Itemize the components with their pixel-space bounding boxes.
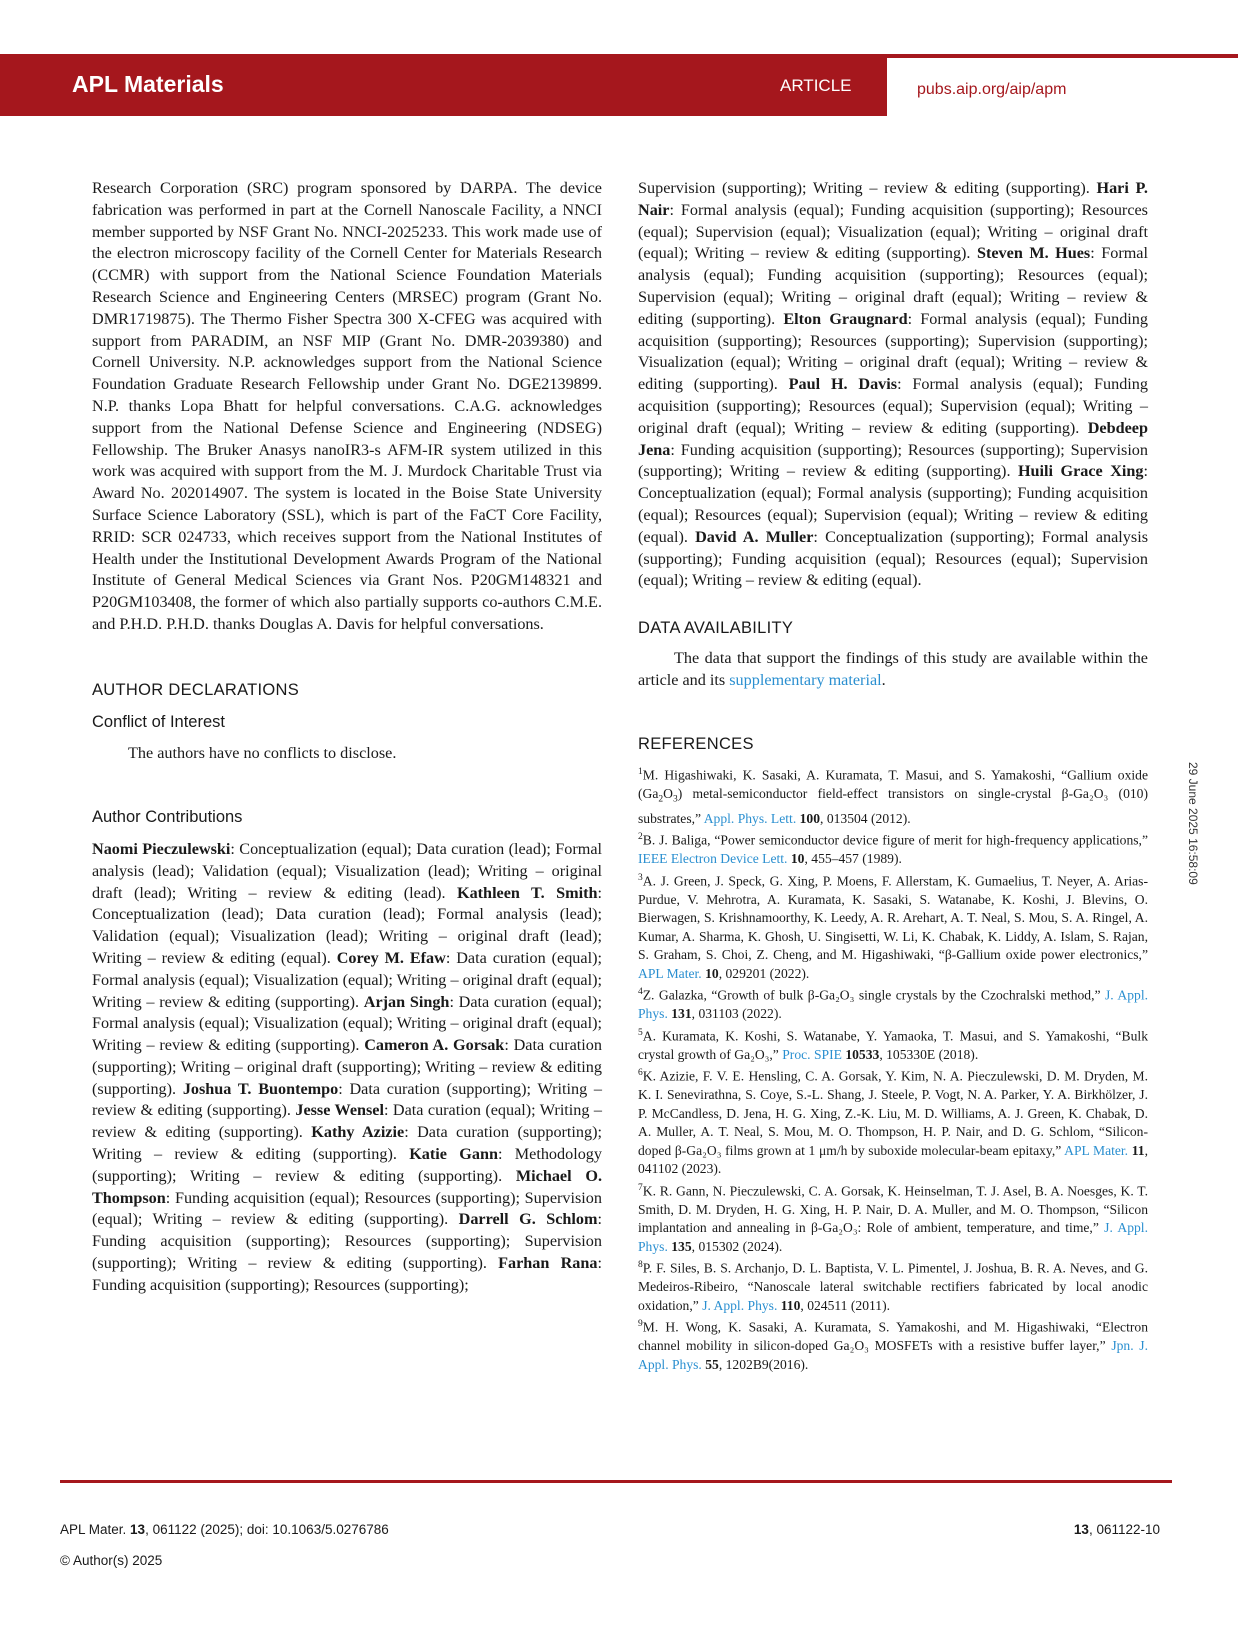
contributor-roles: : Conceptualization (supporting); Formal analysis (supporting); Funding acquisition (equal); Resources (equal); Supervision (equal); Writing – review & editing (equal). <box>638 527 1148 590</box>
contributor-name: Arjan Singh <box>363 992 450 1011</box>
reference-journal-link[interactable]: J. Appl. Phys. <box>638 987 1148 1022</box>
footer-copyright: © Author(s) 2025 <box>60 1553 163 1568</box>
contributor-name: Michael O. Thompson <box>92 1166 602 1207</box>
download-timestamp: 29 June 2025 16:58:09 <box>1186 762 1200 885</box>
contributor-roles: : Formal analysis (equal); Funding acquisition (supporting); Resources (supporting); Supervision (supporting); Visualization (equal); Writing – original draft (equal); Writing – review & editing (supporting). <box>638 309 1148 394</box>
contributor-name: Steven M. Hues <box>976 244 1091 263</box>
contributor-name: Cameron A. Gorsak <box>364 1036 505 1055</box>
contributor-name: Darrell G. Schlom <box>458 1210 598 1229</box>
contributions-text <box>92 839 602 1297</box>
contributor-roles: : Data curation (supporting); Writing – original draft (supporting); Writing – review & editing (supporting). <box>92 1036 602 1098</box>
article-type-label: ARTICLE <box>780 76 852 95</box>
contributor-roles: : Conceptualization (lead); Data curation (lead); Formal analysis (lead); Validation (equal); Visualization (lead); Writing – original draft (lead); Writing – review & editing (equal). <box>92 883 602 967</box>
contributor-name: Debdeep Jena <box>638 418 1148 459</box>
references-heading: REFERENCES <box>638 734 754 753</box>
left-column <box>92 178 602 1297</box>
contributor-name: Katie Gann <box>409 1145 498 1164</box>
footer-page-number: 13, 061122-10 <box>1073 1522 1160 1537</box>
reference-item: $^7$K. R. Gann, N. Pieczulewski, C. A. Gorsak, K. Heinselman, T. J. Asel, B. A. Noesges, K. T. Smith, D. M. Dryden, H. G. Xing, H. P. Nair, D. A. Muller, and M. O. Thompson, “Silicon implantation and annealing in β-Ga₂O₃: Role of ambient, temperature, and time,” J. Appl. Phys. 135, 015302 (2024). <box>638 1182 1148 1254</box>
reference-journal-link[interactable]: APL Mater. <box>638 965 702 981</box>
conflict-text: The authors have no conflicts to disclose. <box>128 744 397 763</box>
reference-item: $^1$M. Higashiwaki, K. Sasaki, A. Kuramata, T. Masui, and S. Yamakoshi, “Gallium oxide $(Ga_2O_3)$ metal-semiconductor field-effect transistors on single-crystal β-Ga₂O₃ (010) substrates,” Appl. Phys. Lett. 100, 013504 (2012). <box>638 767 1148 826</box>
reference-journal-link[interactable]: IEEE Electron Device Lett. <box>638 851 788 867</box>
contributor-roles: : Formal analysis (equal); Funding acquisition (supporting); Resources (equal); Supervision (equal); Writing – original draft (equal); Writing – review & editing (supporting). <box>638 244 1148 328</box>
contributor-roles: : Funding acquisition (supporting); Resources (supporting); Supervision (supporting); Writing – review & editing (supporting). <box>92 1210 602 1273</box>
reference-item: $^3$A. J. Green, J. Speck, G. Xing, P. Moens, F. Allerstam, K. Gumaelius, T. Neyer, A. Arias-Purdue, V. Mehrotra, A. Kuramata, K. Sasaki, S. Watanabe, K. Koshi, J. Blevins, O. Bierwagen, S. Krishnamoorthy, K. Leedy, A. R. Arehart, A. T. Neal, S. Mou, S. A. Ringel, A. Kumar, A. Sharma, K. Ghosh, U. Singisetti, W. Li, K. Chabak, K. Liddy, A. Islam, S. Rajan, S. Graham, S. Choi, Z. Cheng, and M. Higashiwaki, “β-Gallium oxide power electronics,” APL Mater. 10, 029201 (2022). <box>638 872 1148 981</box>
data-availability-text: The data that support the findings of this study are available within the article and its supplementary material. <box>638 648 1148 689</box>
contributor-roles: : Formal analysis (equal); Funding acquisition (supporting); Resources (equal); Supervision (equal); Writing – original draft (equal); Writing – review & editing (supporting). <box>638 375 1148 437</box>
contributor-roles: : Funding acquisition (supporting); Resources (supporting); Supervision (supporting); Writing – review & editing (supporting). <box>638 440 1148 481</box>
contributor-name: Hari P. Nair <box>638 179 1148 219</box>
contributor-name: Corey M. Efaw <box>336 948 446 967</box>
reference-journal-link[interactable]: APL Mater. <box>1064 1142 1129 1158</box>
contributions-text-continued <box>638 178 1148 592</box>
contributions-heading: Author Contributions <box>92 808 243 827</box>
contributor-name: Elton Graugnard <box>783 309 908 328</box>
reference-journal-link[interactable]: Appl. Phys. Lett. <box>703 810 797 826</box>
contributor-roles: : Funding acquisition (equal); Resources (supporting); Supervision (equal); Writing – review & editing (supporting). <box>92 1188 602 1229</box>
contributor-roles: : Conceptualization (equal); Formal analysis (supporting); Funding acquisition (equal); Resources (equal); Supervision (equal); Writing – review & editing (equal). <box>638 462 1148 546</box>
contributor-name: Kathy Azizie <box>311 1123 405 1142</box>
author-declarations-heading: AUTHOR DECLARATIONS <box>92 680 300 699</box>
reference-item: $^5$A. Kuramata, K. Koshi, S. Watanabe, Y. Yamaoka, T. Masui, and S. Yamakoshi, “Bulk crystal growth of Ga₂O₃,” Proc. SPIE 10533, 105330E (2018). <box>638 1027 1148 1062</box>
reference-item: $^6$K. Azizie, F. V. E. Hensling, C. A. Gorsak, Y. Kim, N. A. Pieczulewski, D. M. Dryden, M. K. I. Senevirathna, S. Coye, S.-L. Shang, J. Steele, P. Vogt, N. A. Parker, Y. A. Birkhölzer, J. P. McCandless, D. Jena, H. G. Xing, Z.-K. Liu, M. D. Williams, A. J. Green, K. Chabak, D. A. Muller, A. T. Neal, S. Mou, M. O. Thompson, H. P. Nair, and D. G. Schlom, “Silicon-doped β-Ga₂O₃ films grown at 1 μm/h by suboxide molecular-beam epitaxy,” APL Mater. 11, 041102 (2023). <box>638 1068 1148 1177</box>
contributor-roles: : Formal analysis (equal); Funding acquisition (supporting); Resources (equal); Supervision (equal); Visualization (equal); Writing – original draft (equal); Writing – review & editing (supporting). <box>638 200 1148 263</box>
reference-journal-link[interactable]: Proc. SPIE <box>782 1046 842 1062</box>
conflict-heading: Conflict of Interest <box>92 712 225 731</box>
footer-rule <box>60 1480 1172 1483</box>
contributor-name: Paul H. Davis <box>788 375 898 394</box>
contributor-roles: : Data curation (equal); Writing – review & editing (supporting). <box>92 1101 603 1142</box>
acknowledgments-text: Research Corporation (SRC) program sponsored by DARPA. The device fabrication was performed in part at the Cornell Nanoscale Facility, a NNCI member supported by NSF Grant No. NNCI-2025233. This work made use of the electron microscopy facility of the Cornell Center for Materials Research (CCMR) with support from the National Science Foundation Materials Research Science and Engineering Centers (MRSEC) program (Grant No. DMR1719875). The Thermo Fisher Spectra 300 X-CFEG was acquired with support from PARADIM, an NSF MIP (Grant No. DMR-2039380) and Cornell University. N.P. acknowledges support from the National Science Foundation Graduate Research Fellowship under Grant No. DGE2139899. N.P. thanks Lopa Bhatt for helpful conversations. C.A.G. acknowledges support from the National Defense Science and Engineering (NDSEG) Fellowship. The Bruker Anasys nanoIR3-s AFM-IR system utilized in this work was acquired with support from the M. J. Murdock Charitable Trust via Award No. 202014907. The system is located in the Boise State University Surface Science Laboratory (SSL), which is part of the FaCT Core Facility, RRID: SCR 024733, which receives support from the National Institutes of Health under the Institutional Development Awards Program of the National Institute of General Medical Sciences via Grant Nos. P20GM148321 and P20GM103408, the former of which also partially supports co-authors C.M.E. and P.H.D. P.H.D. thanks Douglas A. Davis for helpful conversations. <box>92 179 602 633</box>
contributor-roles: Supervision (supporting); Writing – review & editing (supporting). <box>638 179 1097 197</box>
right-column <box>638 178 1148 1374</box>
contributor-roles: : Data curation (supporting); Writing – review & editing (supporting). <box>92 1123 602 1164</box>
reference-item: $^9$M. H. Wong, K. Sasaki, A. Kuramata, S. Yamakoshi, and M. Higashiwaki, “Electron channel mobility in silicon-doped Ga₂O₃ MOSFETs with a resistive buffer layer,” Jpn. J. Appl. Phys. 55, 1202B9(2016). <box>638 1319 1148 1372</box>
reference-journal-link[interactable]: J. Appl. Phys. <box>638 1220 1148 1254</box>
reference-journal-link[interactable]: Jpn. J. Appl. Phys. <box>638 1338 1148 1372</box>
reference-item: $^2$B. J. Baliga, “Power semiconductor device figure of merit for high-frequency applications,” IEEE Electron Device Lett. 10, 455–457 (1989). <box>638 832 1148 867</box>
contributor-roles: : Funding acquisition (supporting); Resources (supporting); <box>92 1254 602 1294</box>
contributor-roles: : Conceptualization (equal); Data curation (lead); Formal analysis (lead); Validation (equal); Visualization (lead); Writing – original draft (lead); Writing – review & editing (lead). <box>92 839 602 902</box>
contributor-name: Kathleen T. Smith <box>456 883 598 902</box>
data-availability-heading: DATA AVAILABILITY <box>638 619 794 638</box>
reference-item: $^4$Z. Galazka, “Growth of bulk β-Ga₂O₃ single crystals by the Czochralski method,” J. Appl. Phys. 131, 031103 (2022). <box>638 987 1148 1022</box>
journal-url-link[interactable]: pubs.aip.org/aip/apm <box>917 81 1067 98</box>
contributor-roles: : Data curation (equal); Formal analysis (equal); Visualization (equal); Writing – original draft (equal); Writing – review & editing (supporting). <box>92 992 602 1055</box>
contributor-name: Jesse Wensel <box>295 1101 384 1120</box>
contributor-name: Naomi Pieczulewski <box>92 839 231 858</box>
contributor-roles: : Methodology (supporting); Writing – review & editing (supporting). <box>92 1145 602 1185</box>
contributor-roles: : Data curation (supporting); Writing – review & editing (supporting). <box>92 1079 602 1120</box>
footer-citation: APL Mater. 13, 061122 (2025); doi: 10.1063/5.0276786 <box>60 1522 389 1537</box>
contributor-name: Farhan Rana <box>498 1254 598 1273</box>
contributor-roles: : Data curation (equal); Formal analysis (equal); Visualization (equal); Writing – original draft (equal); Writing – review & editing (supporting). <box>92 948 602 1011</box>
contributor-name: Huili Grace Xing <box>1017 462 1144 481</box>
contributor-name: Joshua T. Buontempo <box>182 1079 339 1098</box>
reference-journal-link[interactable]: J. Appl. Phys. <box>702 1297 778 1313</box>
reference-item: $^8$P. F. Siles, B. S. Archanjo, D. L. Baptista, V. L. Pimentel, J. Joshua, B. R. A. Neves, and G. Medeiros-Ribeiro, “Nanoscale lateral switchable rectifiers fabricated by local anodic oxidation,” J. Appl. Phys. 110, 024511 (2011). <box>638 1260 1148 1313</box>
supplementary-material-link[interactable]: supplementary material <box>729 670 882 689</box>
contributor-name: David A. Muller <box>695 527 814 546</box>
journal-name: APL Materials <box>72 71 224 97</box>
references-list <box>638 763 1148 1374</box>
